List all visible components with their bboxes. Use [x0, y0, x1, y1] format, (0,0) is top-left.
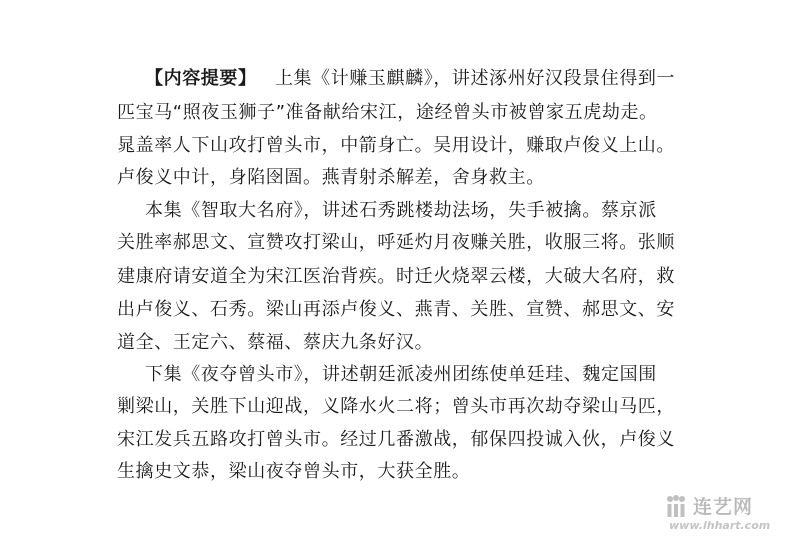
paragraph1-line3: 晁盖率人下山攻打曾头市，中箭身亡。吴用设计，赚取卢俊义上山。 — [117, 135, 675, 156]
paragraph3-line1: 下集《夜夺曾头市》，讲述朝廷派凌州团练使单廷珪、魏定国围 — [145, 364, 657, 385]
paragraph2-line2: 关胜率郝思文、宣赞攻打梁山，呼延灼月夜赚关胜，收服三将。张顺 — [117, 232, 675, 253]
paragraph2-line1: 本集《智取大名府》，讲述石秀跳楼劫法场，失手被擒。蔡京派 — [145, 200, 657, 221]
paragraph1-line2: 匹宝马“照夜玉狮子”准备献给宋江，途经曾头市被曾家五虎劫走。 — [117, 102, 658, 123]
paragraph1-line4: 卢俊义中计，身陷囹圄。燕青射杀解差，舍身救主。 — [117, 167, 545, 188]
paragraph1-line1-text: 上集《计赚玉麒麟》，讲述涿州好汉段景住得到一 — [274, 68, 676, 89]
lianyi-logo-icon — [663, 494, 689, 520]
paragraph3-line3: 宋江发兵五路攻打曾头市。经过几番激战，郁保四投诚入伙，卢俊义 — [117, 429, 675, 450]
paragraph2-line4: 出卢俊义、石秀。梁山再添卢俊义、燕青、关胜、宣赞、郝思文、安 — [117, 299, 675, 320]
paragraph2-line3: 建康府请安道全为宋江医治背疾。时迁火烧翠云楼，大破大名府，救 — [117, 266, 675, 287]
summary-heading: 【内容提要】 — [145, 68, 257, 89]
paragraph3-line2: 剿梁山，关胜下山迎战，义降水火二将；曾头市再次劫夺梁山马匹， — [117, 396, 675, 417]
paragraph2-line5: 道全、王定六、蔡福、蔡庆九条好汉。 — [117, 332, 434, 353]
paragraph3-line4: 生擒史文恭，梁山夜夺曾头市，大获全胜。 — [117, 461, 471, 482]
watermark-site-name: 连艺网 — [693, 496, 754, 518]
watermark-url: www.lhhart.com — [669, 519, 771, 532]
paragraph1-line1 — [145, 68, 675, 90]
site-watermark — [663, 492, 783, 536]
